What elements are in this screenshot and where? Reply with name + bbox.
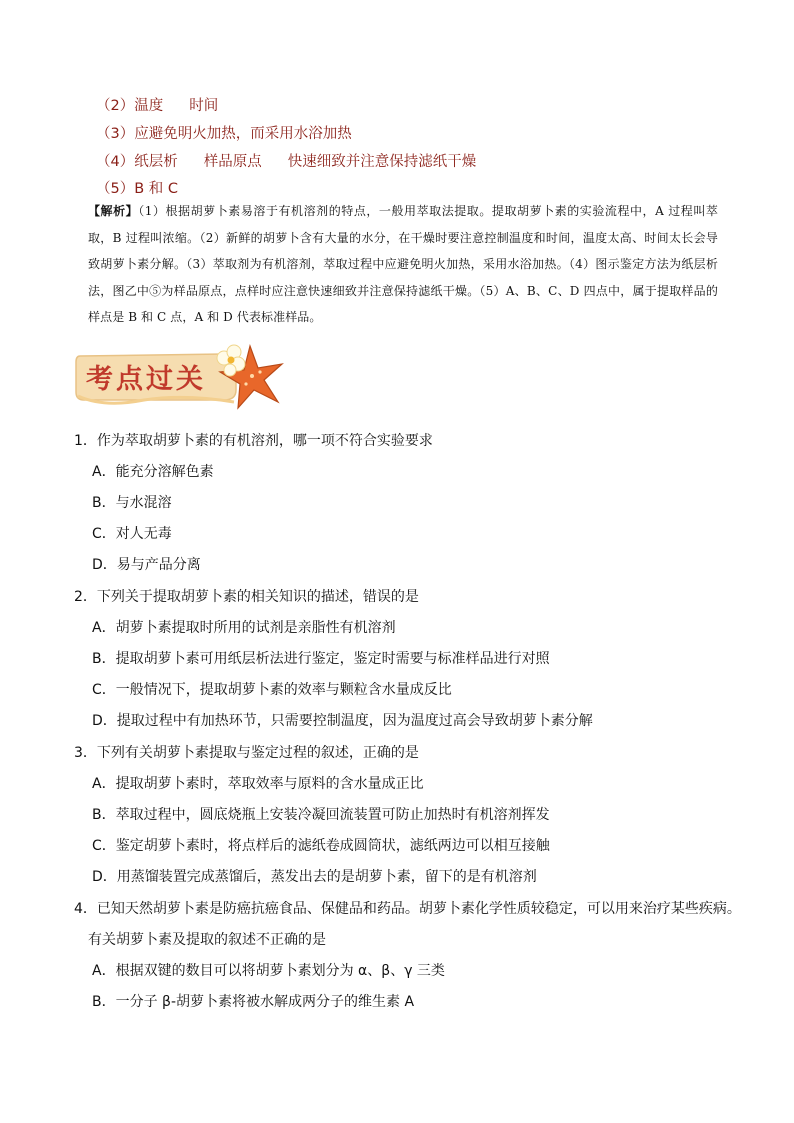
question-1-option-b: B．与水混溶	[92, 495, 172, 511]
question-3-option-c: C．鉴定胡萝卜素时，将点样后的滤纸卷成圆筒状，滤纸两边可以相互接触	[92, 838, 550, 854]
answer-text: （5）B 和 C	[96, 181, 179, 197]
answer-text: （2）温度	[96, 98, 164, 114]
analysis-paragraph	[88, 198, 718, 331]
analysis-tag: 【解析】	[88, 204, 139, 218]
question-4-option-a: A．根据双键的数目可以将胡萝卜素划分为 α、β、γ 三类	[92, 963, 445, 979]
answer-line-5	[96, 177, 204, 198]
answer-line-4	[96, 150, 502, 171]
question-1-option-d: D．易与产品分离	[92, 557, 201, 573]
answer-text: （3）应避免明火加热，而采用水浴加热	[96, 126, 352, 142]
banner-graphic	[74, 342, 294, 414]
answer-text: 时间	[189, 98, 219, 114]
question-4-stem-continued: 有关胡萝卜素及提取的叙述不正确的是	[88, 932, 326, 948]
answer-line-2	[96, 94, 244, 115]
question-3-option-d: D．用蒸馏装置完成蒸馏后，蒸发出去的是胡萝卜素，留下的是有机溶剂	[92, 869, 537, 885]
question-3-stem: 3．下列有关胡萝卜素提取与鉴定过程的叙述，正确的是	[74, 745, 419, 761]
answer-text: （4）纸层析	[96, 154, 178, 170]
question-4-option-b: B．一分子 β-胡萝卜素将被水解成两分子的维生素 A	[92, 994, 415, 1010]
question-3-option-a: A．提取胡萝卜素时，萃取效率与原料的含水量成正比	[92, 776, 424, 792]
question-2-option-a: A．胡萝卜素提取时所用的试剂是亲脂性有机溶剂	[92, 620, 396, 636]
question-3-option-b: B．萃取过程中，圆底烧瓶上安装冷凝回流装置可防止加热时有机溶剂挥发	[92, 807, 550, 823]
answer-text: 快速细致并注意保持滤纸干燥	[287, 154, 477, 170]
question-2-option-c: C．一般情况下，提取胡萝卜素的效率与颗粒含水量成反比	[92, 682, 452, 698]
question-2-stem: 2．下列关于提取胡萝卜素的相关知识的描述，错误的是	[74, 589, 419, 605]
answer-line-3	[96, 122, 378, 143]
banner-title: 考点过关	[86, 364, 206, 395]
question-2-option-d: D．提取过程中有加热环节，只需要控制温度，因为温度过高会导致胡萝卜素分解	[92, 713, 593, 729]
section-banner	[74, 342, 294, 414]
question-2-option-b: B．提取胡萝卜素可用纸层析法进行鉴定，鉴定时需要与标准样品进行对照	[92, 651, 550, 667]
question-1-option-c: C．对人无毒	[92, 526, 172, 542]
question-4-stem: 4．已知天然胡萝卜素是防癌抗癌食品、保健品和药品。胡萝卜素化学性质较稳定，可以用来治疗某些疾病。	[74, 901, 741, 917]
question-1-stem: 1．作为萃取胡萝卜素的有机溶剂，哪一项不符合实验要求	[74, 433, 433, 449]
answer-text: 样品原点	[203, 154, 262, 170]
analysis-text: （1）根据胡萝卜素易溶于有机溶剂的特点，一般用萃取法提取。提取胡萝卜素的实验流程中，A 过程叫萃取，B 过程叫浓缩。（2）新鲜的胡萝卜含有大量的水分，在干燥时要注意控制温度和时间，温度太高、时间太长会导致胡萝卜素分解。（3）萃取剂为有机溶剂，萃取过程中应避免明火加热，采用水浴加热。（4）图示鉴定方法为纸层析法，图乙中⑤为样品原点，点样时应注意快速细致并注意保持滤纸干燥。（5）A、B、C、D 四点中，属于提取样品的样点是 B 和 C 点，A 和 D 代表标准样品。	[88, 204, 718, 325]
question-1-option-a: A．能充分溶解色素	[92, 464, 214, 480]
